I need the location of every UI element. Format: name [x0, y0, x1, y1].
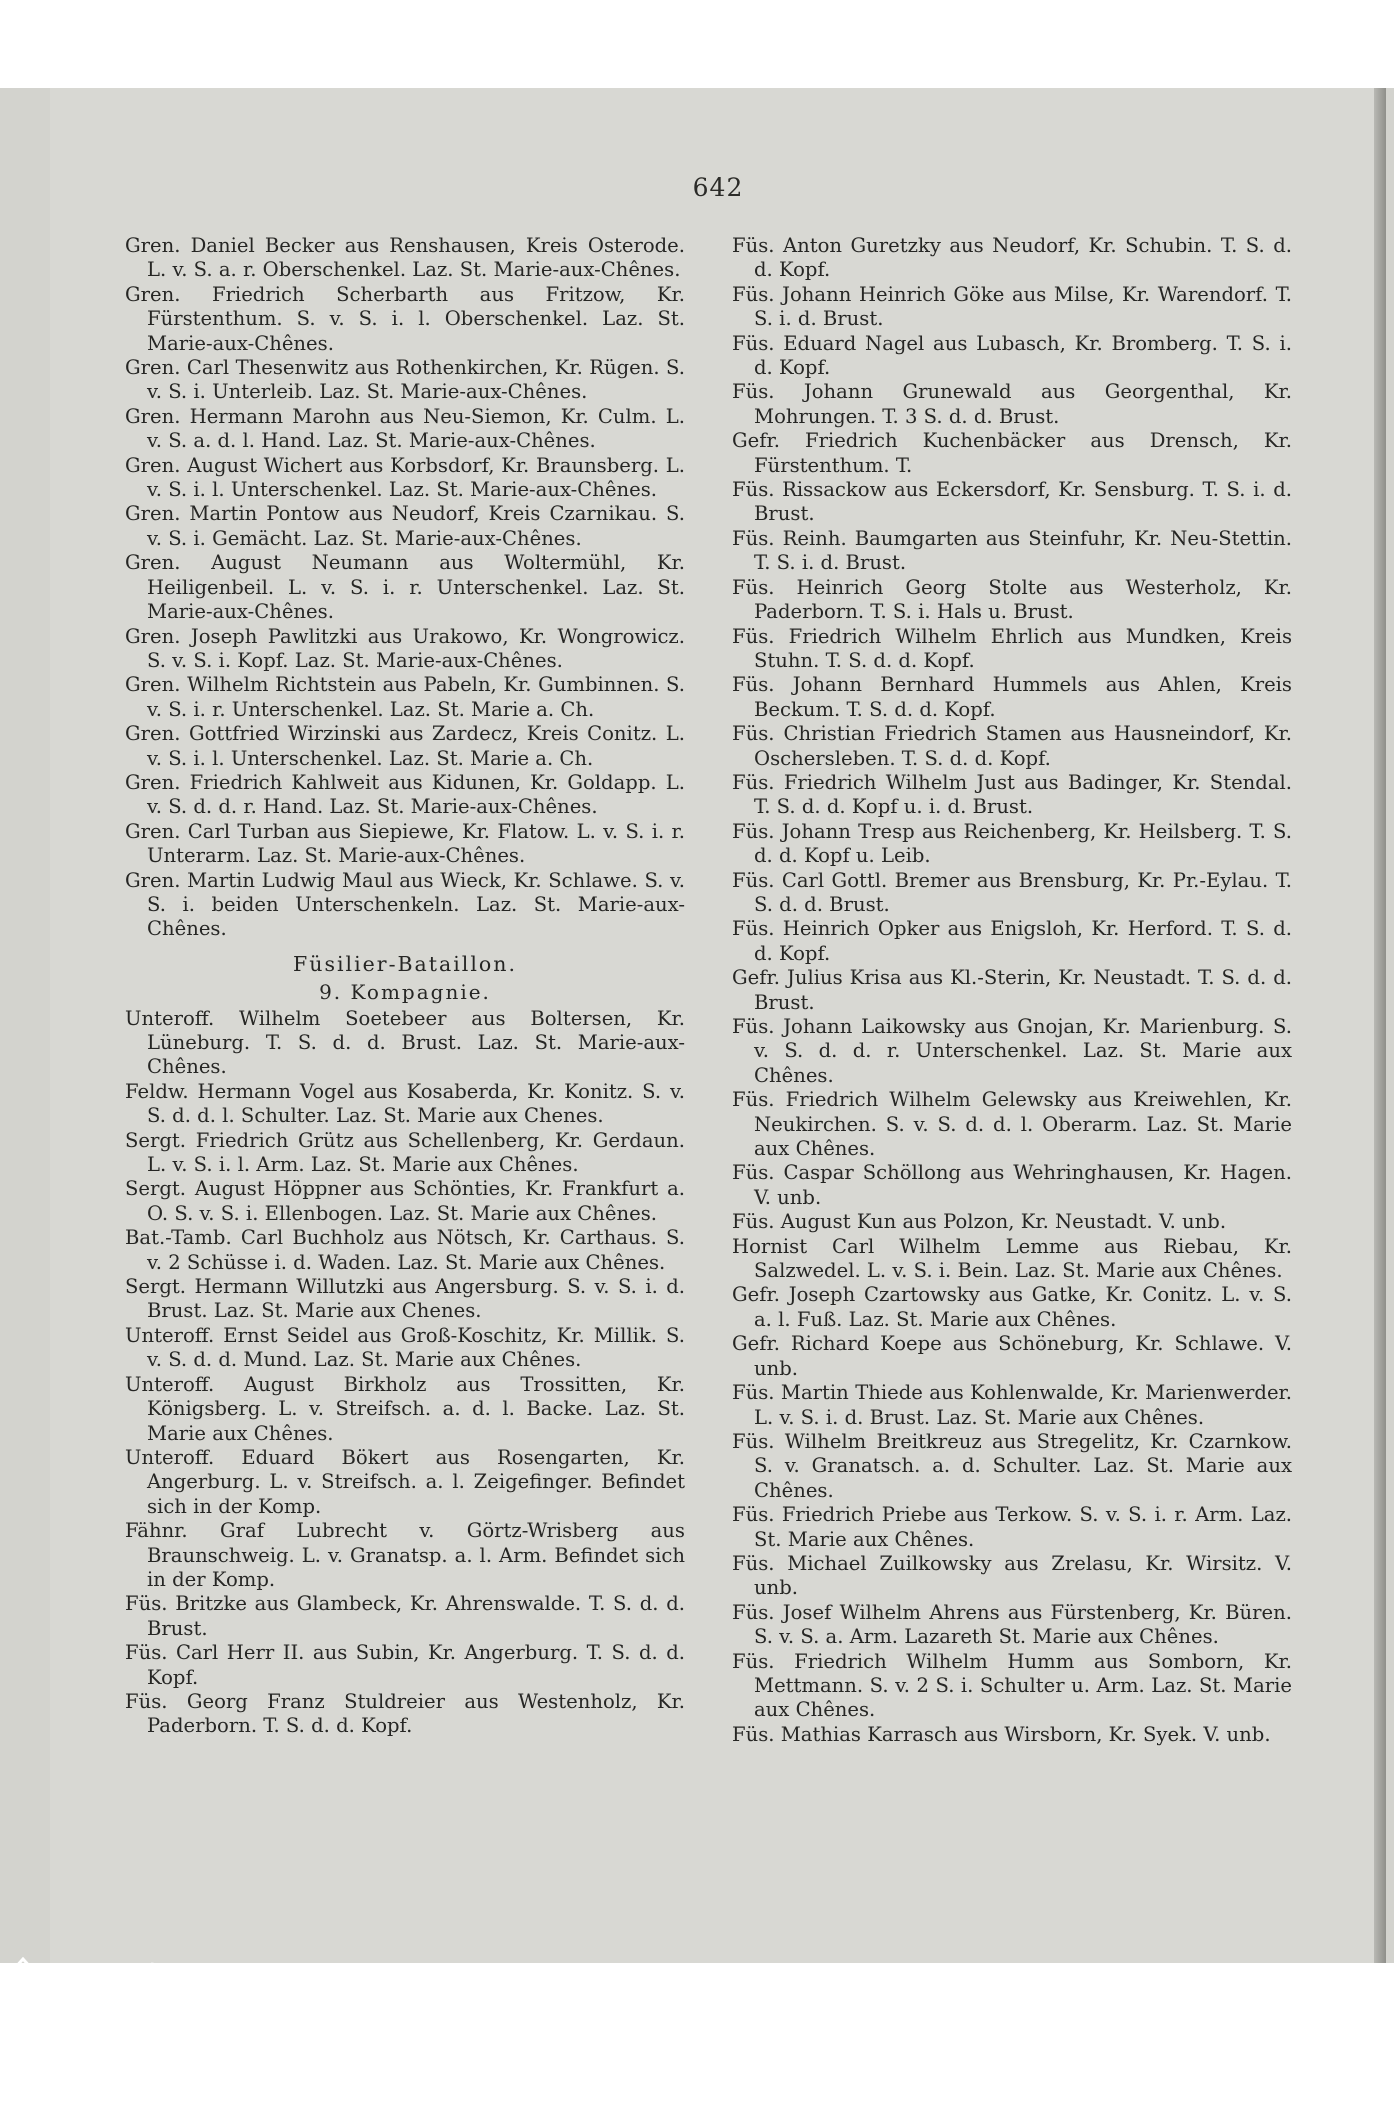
casualty-entry: Gefr. Richard Koepe aus Schöneburg, Kr. Schlawe. V. unb.: [732, 1332, 1292, 1380]
casualty-entry: Füs. Friedrich Wilhelm Just aus Badinger, Kr. Stendal. T. S. d. d. Kopf u. i. d. Brust.: [732, 770, 1292, 819]
casualty-entry: Gefr. Joseph Czartowsky aus Gatke, Kr. Conitz. L. v. S. a. l. Fuß. Laz. St. Marie aux Chênes.: [732, 1283, 1292, 1331]
casualty-entry: Füs. Friedrich Wilhelm Ehrlich aus Mundken, Kreis Stuhn. T. S. d. d. Kopf.: [732, 624, 1292, 672]
casualty-entry: Gren. August Wichert aus Korbsdorf, Kr. Braunsberg. L. v. S. i. l. Unterschenkel. Laz. St. Marie-aux-Chênes.: [125, 453, 685, 502]
casualty-entry: Gefr. Friedrich Kuchenbäcker aus Drensch, Kr. Fürstenthum. T.: [732, 429, 1292, 477]
casualty-entry: Bat.-Tamb. Carl Buchholz aus Nötsch, Kr. Carthaus. S. v. 2 Schüsse i. d. Waden. Laz. St. Marie aux Chênes.: [125, 1226, 685, 1274]
page-number: 642: [692, 173, 744, 202]
ulb-diamond-logo-icon: [2, 1957, 44, 2003]
casualty-entry: Gren. Martin Ludwig Maul aus Wieck, Kr. Schlawe. S. v. S. i. beiden Unterschenkeln. Laz. St. Marie-aux-Chênes.: [125, 868, 685, 941]
casualty-entry: Füs. August Kun aus Polzon, Kr. Neustadt. V. unb.: [732, 1210, 1227, 1234]
casualty-entry: Füs. Carl Gottl. Bremer aus Brensburg, Kr. Pr.-Eylau. T. S. d. d. Brust.: [732, 868, 1292, 916]
casualty-entry: Füs. Wilhelm Breitkreuz aus Stregelitz, Kr. Czarnkow. S. v. Granatsch. a. d. Schulter. Laz. St. Marie aux Chênes.: [732, 1429, 1292, 1502]
company-heading: 9. Kompagnie.: [319, 980, 491, 1005]
casualty-entry: Unteroff. Ernst Seidel aus Groß-Koschitz, Kr. Millik. S. v. S. d. d. Mund. Laz. St. Marie aux Chênes.: [125, 1323, 685, 1372]
casualty-entry: Füs. Michael Zuilkowsky aus Zrelasu, Kr. Wirsitz. V. unb.: [732, 1551, 1292, 1600]
casualty-entry: Füs. Johann Tresp aus Reichenberg, Kr. Heilsberg. T. S. d. d. Kopf u. Leib.: [732, 819, 1292, 868]
casualty-entry: Gren. Daniel Becker aus Renshausen, Kreis Osterode. L. v. S. a. r. Oberschenkel. Laz. St. Marie-aux-Chênes.: [125, 234, 685, 282]
document-page: [50, 88, 1386, 1963]
casualty-entry: Gren. Friedrich Scherbarth aus Fritzow, Kr. Fürstenthum. S. v. S. i. l. Oberschenkel. Laz. St. Marie-aux-Chênes.: [125, 282, 685, 355]
casualty-entry: Unteroff. Eduard Bökert aus Rosengarten, Kr. Angerburg. L. v. Streifsch. a. l. Zeigefinger. Befindet sich in der Komp.: [125, 1445, 685, 1518]
casualty-entry: Füs. Georg Franz Stuldreier aus Westenholz, Kr. Paderborn. T. S. d. d. Kopf.: [125, 1689, 685, 1738]
casualty-entry: Gren. Wilhelm Richtstein aus Pabeln, Kr. Gumbinnen. S. v. S. i. r. Unterschenkel. Laz. St. Marie a. Ch.: [125, 673, 685, 721]
casualty-entry: Füs. Eduard Nagel aus Lubasch, Kr. Bromberg. T. S. i. d. Kopf.: [732, 331, 1292, 380]
casualty-entry: Sergt. Friedrich Grütz aus Schellenberg, Kr. Gerdaun. L. v. S. i. l. Arm. Laz. St. Marie aux Chênes.: [125, 1128, 685, 1177]
casualty-entry: Unteroff. Wilhelm Soetebeer aus Boltersen, Kr. Lüneburg. T. S. d. d. Brust. Laz. St. Marie-aux-Chênes.: [125, 1006, 685, 1079]
library-credit-line1: Universitäts- und: [44, 1961, 155, 1978]
casualty-list-left-top: [125, 234, 685, 942]
casualty-entry: Unteroff. August Birkholz aus Trossitten, Kr. Königsberg. L. v. Streifsch. a. d. l. Backe. Laz. St. Marie aux Chênes.: [125, 1372, 685, 1445]
casualty-entry: Füs. Carl Herr II. aus Subin, Kr. Angerburg. T. S. d. d. Kopf.: [125, 1641, 685, 1689]
battalion-heading: Füsilier-Bataillon.: [293, 951, 517, 976]
casualty-entry: Sergt. August Höppner aus Schönties, Kr. Frankfurt a. O. S. v. S. i. Ellenbogen. Laz. St. Marie aux Chênes.: [125, 1177, 685, 1225]
casualty-entry: Füs. Johann Grunewald aus Georgenthal, Kr. Mohrungen. T. 3 S. d. d. Brust.: [732, 380, 1292, 428]
casualty-entry: Füs. Josef Wilhelm Ahrens aus Fürstenberg, Kr. Büren. S. v. S. a. Arm. Lazareth St. Marie aux Chênes.: [732, 1600, 1292, 1649]
casualty-entry: Füs. Britzke aus Glambeck, Kr. Ahrenswalde. T. S. d. d. Brust.: [125, 1592, 685, 1640]
casualty-entry: Füs. Johann Bernhard Hummels aus Ahlen, Kreis Beckum. T. S. d. d. Kopf.: [732, 673, 1292, 721]
casualty-entry: Füs. Friedrich Wilhelm Gelewsky aus Kreiwehlen, Kr. Neukirchen. S. v. S. d. d. l. Oberarm. Laz. St. Marie aux Chênes.: [732, 1088, 1292, 1161]
casualty-entry: Füs. Martin Thiede aus Kohlenwalde, Kr. Marienwerder. L. v. S. i. d. Brust. Laz. St. Marie aux Chênes.: [732, 1381, 1292, 1429]
casualty-entry: Gren. August Neumann aus Woltermühl, Kr. Heiligenbeil. L. v. S. i. r. Unterschenkel. Laz. St. Marie-aux-Chênes.: [125, 551, 685, 624]
casualty-entry: Gren. Gottfried Wirzinski aus Zardecz, Kreis Conitz. L. v. S. i. l. Unterschenkel. Laz. St. Marie a. Ch.: [125, 722, 685, 770]
casualty-entry: Gren. Friedrich Kahlweit aus Kidunen, Kr. Goldapp. L. v. S. d. d. r. Hand. Laz. St. Marie-aux-Chênes.: [125, 770, 685, 819]
casualty-entry: Gefr. Julius Krisa aus Kl.-Sterin, Kr. Neustadt. T. S. d. d. Brust.: [732, 966, 1292, 1014]
casualty-entry: Füs. Caspar Schöllong aus Wehringhausen, Kr. Hagen. V. unb.: [732, 1161, 1292, 1209]
casualty-entry: Füs. Rissackow aus Eckersdorf, Kr. Sensburg. T. S. i. d. Brust.: [732, 478, 1292, 526]
right-column: [732, 234, 1292, 1747]
casualty-entry: Füs. Heinrich Opker aus Enigsloh, Kr. Herford. T. S. d. d. Kopf.: [732, 917, 1292, 965]
library-credit: [44, 1960, 229, 1998]
casualty-entry: Füs. Johann Laikowsky aus Gnojan, Kr. Marienburg. S. v. S. d. d. r. Unterschenkel. Laz. St. Marie aux Chênes.: [732, 1015, 1292, 1087]
casualty-entry: Füs. Heinrich Georg Stolte aus Westerholz, Kr. Paderborn. T. S. i. Hals u. Brust.: [732, 575, 1292, 624]
casualty-entry: Feldw. Hermann Vogel aus Kosaberda, Kr. Konitz. S. v. S. d. d. l. Schulter. Laz. St. Marie aux Chenes.: [125, 1079, 685, 1128]
casualty-entry: Gren. Carl Thesenwitz aus Rothenkirchen, Kr. Rügen. S. v. S. i. Unterleib. Laz. St. Marie-aux-Chênes.: [125, 356, 685, 404]
casualty-entry: Füs. Friedrich Priebe aus Terkow. S. v. S. i. r. Arm. Laz. St. Marie aux Chênes.: [732, 1503, 1292, 1551]
casualty-list-right: [732, 234, 1292, 1747]
casualty-entry: Gren. Carl Turban aus Siepiewe, Kr. Flatow. L. v. S. i. r. Unterarm. Laz. St. Marie-aux-Chênes.: [125, 819, 685, 868]
casualty-list-left-bottom: [125, 1007, 685, 1739]
casualty-entry: Fähnr. Graf Lubrecht v. Görtz-Wrisberg aus Braunschweig. L. v. Granatsp. a. l. Arm. Befindet sich in der Komp.: [125, 1519, 685, 1591]
left-column: [125, 234, 685, 1739]
page-edge-shadow: [1374, 88, 1386, 1963]
casualty-entry: Füs. Mathias Karrasch aus Wirsborn, Kr. Syek. V. unb.: [732, 1722, 1271, 1746]
casualty-entry: Gren. Martin Pontow aus Neudorf, Kreis Czarnikau. S. v. S. i. Gemächt. Laz. St. Marie-aux-Chênes.: [125, 502, 685, 550]
casualty-entry: Füs. Friedrich Wilhelm Humm aus Somborn, Kr. Mettmann. S. v. 2 S. i. Schulter u. Arm. Laz. St. Marie aux Chênes.: [732, 1649, 1292, 1722]
library-credit-line2: Landesbibliothek Düsseldorf: [44, 1980, 230, 1997]
casualty-entry: Hornist Carl Wilhelm Lemme aus Riebau, Kr. Salzwedel. L. v. S. i. Bein. Laz. St. Marie aux Chênes.: [732, 1234, 1292, 1283]
casualty-entry: Gren. Hermann Marohn aus Neu-Siemon, Kr. Culm. L. v. S. a. d. l. Hand. Laz. St. Marie-aux-Chênes.: [125, 404, 685, 453]
casualty-entry: Sergt. Hermann Willutzki aus Angersburg. S. v. S. i. d. Brust. Laz. St. Marie aux Chenes.: [125, 1275, 685, 1323]
casualty-entry: Füs. Anton Guretzky aus Neudorf, Kr. Schubin. T. S. d. d. Kopf.: [732, 234, 1292, 282]
casualty-entry: Füs. Reinh. Baumgarten aus Steinfuhr, Kr. Neu-Stettin. T. S. i. d. Brust.: [732, 526, 1292, 575]
casualty-entry: Gren. Joseph Pawlitzki aus Urakowo, Kr. Wongrowicz. S. v. S. i. Kopf. Laz. St. Marie-aux-Chênes.: [125, 624, 685, 672]
casualty-entry: Füs. Christian Friedrich Stamen aus Hausneindorf, Kr. Oschersleben. T. S. d. d. Kopf.: [732, 722, 1292, 770]
casualty-entry: Füs. Johann Heinrich Göke aus Milse, Kr. Warendorf. T. S. i. d. Brust.: [732, 282, 1292, 331]
